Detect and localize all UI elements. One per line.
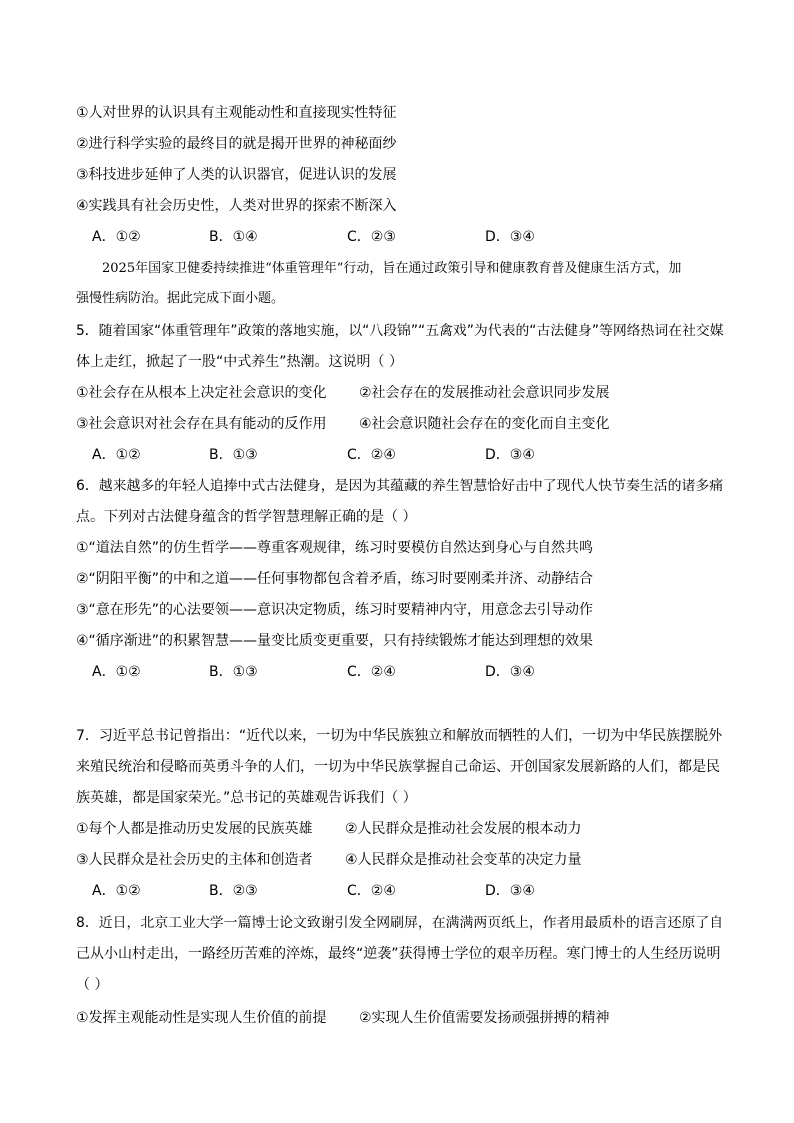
q5-choice-b: B．①③ <box>209 447 258 463</box>
q4-choice-c: C．②③ <box>347 229 396 245</box>
q7-choice-c: C．②④ <box>347 883 396 899</box>
q8-stem-line-3: （ ） <box>76 977 109 993</box>
q6-option-3: ③“意在形先”的心法要领——意识决定物质，练习时要精神内守，用意念去引导动作 <box>76 602 594 618</box>
q6-choice-a: A．①② <box>92 664 141 680</box>
q6-choice-c: C．②④ <box>347 664 396 680</box>
q6-choice-b: B．①③ <box>209 664 258 680</box>
q7-choice-a: A．①② <box>92 883 141 899</box>
q7-stem-line-1: 7．习近平总书记曾指出：“近代以来，一切为中华民族独立和解放而牺牲的人们，一切为中华民族摆脱外 <box>76 728 723 744</box>
q7-option-3: ③人民群众是社会历史的主体和创造者 <box>76 852 313 868</box>
q8-stem-line-1: 8．近日，北京工业大学一篇博士论文致谢引发全网刷屏，在满满两页纸上，作者用最质朴的语言还原了自 <box>76 915 724 931</box>
q4-choice-a: A．①② <box>92 229 141 245</box>
q4-choice-d: D．③④ <box>485 229 535 245</box>
q6-choice-d: D．③④ <box>485 664 535 680</box>
q8-option-1: ①发挥主观能动性是实现人生价值的前提 <box>76 1010 327 1026</box>
q4-option-2: ②进行科学实验的最终目的就是揭开世界的神秘面纱 <box>76 136 397 152</box>
q5-option-3: ③社会意识对社会存在具有能动的反作用 <box>76 416 327 432</box>
q5-choice-a: A．①② <box>92 447 141 463</box>
q5-option-4: ④社会意识随社会存在的变化而自主变化 <box>359 416 610 432</box>
q5-choice-d: D．③④ <box>485 447 535 463</box>
q8-stem-line-2: 己从小山村走出，一路经历苦难的淬炼，最终“逆袭”获得博士学位的艰辛历程。寒门博士的人生经历说明 <box>76 946 721 962</box>
q6-stem-line-1: 6．越来越多的年轻人追捧中式古法健身，是因为其蕴藏的养生智慧恰好击中了现代人快节奏生活的诸多痛 <box>76 478 724 494</box>
q5-option-2: ②社会存在的发展推动社会意识同步发展 <box>359 385 610 401</box>
q6-option-4: ④“循序渐进”的积累智慧——量变比质变更重要，只有持续锻炼才能达到理想的效果 <box>76 633 594 649</box>
q6-stem-line-2: 点。下列对古法健身蕴含的哲学智慧理解正确的是（ ） <box>76 509 417 525</box>
q5-stem-line-1: 5．随着国家“体重管理年”政策的落地实施，以“八段锦”“五禽戏”为代表的“古法健身”等网络热词在社交媒 <box>76 323 724 339</box>
q4-option-3: ③科技进步延伸了人类的认识器官，促进认识的发展 <box>76 167 397 183</box>
q6-option-2: ②“阴阳平衡”的中和之道——任何事物都包含着矛盾，练习时要刚柔并济、动静结合 <box>76 571 594 587</box>
q4-option-4: ④实践具有社会历史性，人类对世界的探索不断深入 <box>76 198 397 214</box>
q6-option-1: ①“道法自然”的仿生哲学——尊重客观规律，练习时要模仿自然达到身心与自然共鸣 <box>76 540 594 556</box>
q5-stem-line-2: 体上走红，掀起了一股“中式养生”热潮。这说明（ ） <box>76 354 403 370</box>
q5-option-1: ①社会存在从根本上决定社会意识的变化 <box>76 385 327 401</box>
q7-choice-d: D．③④ <box>485 883 535 899</box>
q5-choice-c: C．②④ <box>347 447 396 463</box>
q7-stem-line-2: 来殖民统治和侵略而英勇斗争的人们，一切为中华民族掌握自己命运、开创国家发展新路的人们，都是民 <box>76 759 720 775</box>
material-line-1: 2025年国家卫健委持续推进“体重管理年”行动，旨在通过政策引导和健康教育普及健康生活方式，加 <box>102 261 682 276</box>
q4-choice-b: B．①④ <box>209 229 258 245</box>
material-line-2: 强慢性病防治。据此完成下面小题。 <box>76 291 285 306</box>
q7-stem-line-3: 族英雄，都是国家荣光。”总书记的英雄观告诉我们（ ） <box>76 790 417 806</box>
q7-option-1: ①每个人都是推动历史发展的民族英雄 <box>76 821 313 837</box>
q7-option-4: ④人民群众是推动社会变革的决定力量 <box>345 852 582 868</box>
q7-option-2: ②人民群众是推动社会发展的根本动力 <box>345 821 582 837</box>
q7-choice-b: B．②③ <box>209 883 258 899</box>
q4-option-1: ①人对世界的认识具有主观能动性和直接现实性特征 <box>76 105 397 121</box>
q8-option-2: ②实现人生价值需要发扬顽强拼搏的精神 <box>359 1010 610 1026</box>
